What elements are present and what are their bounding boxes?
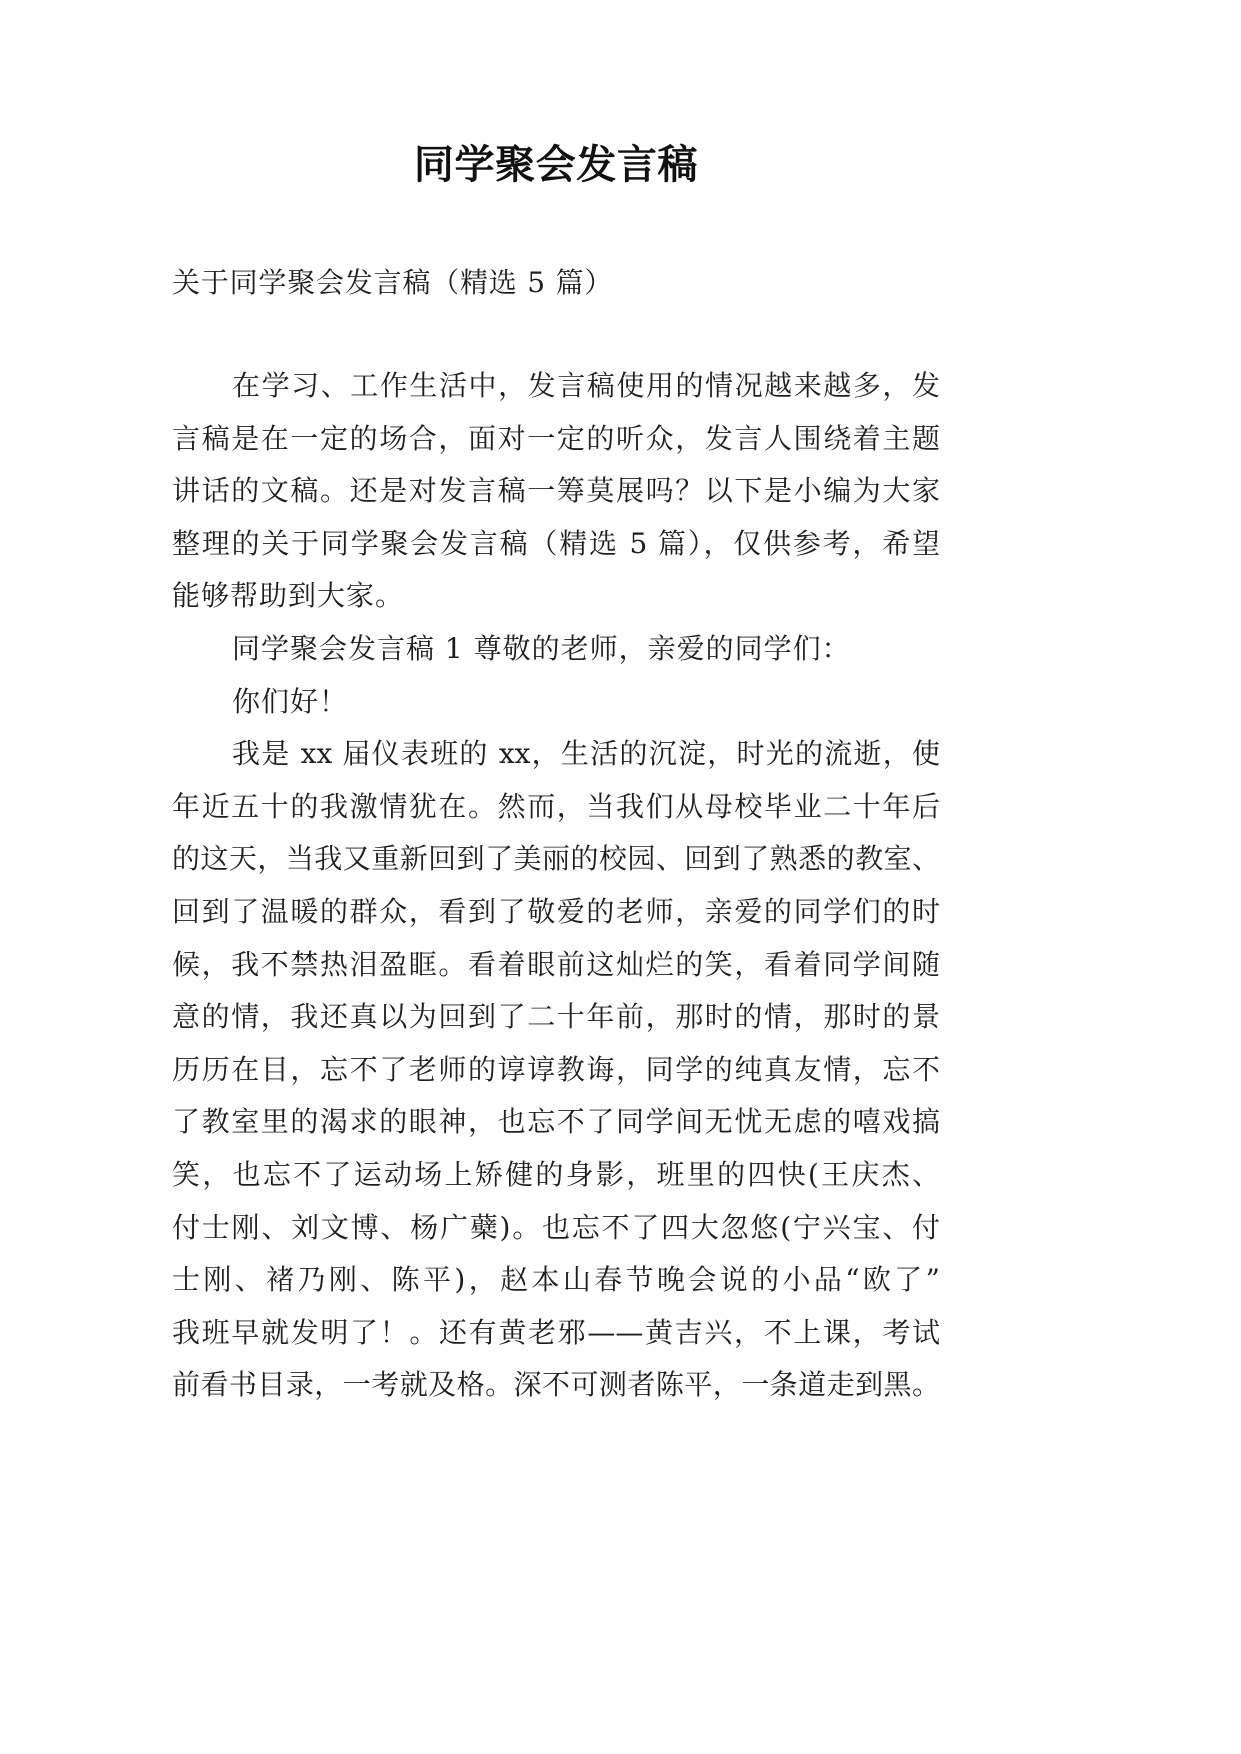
paragraph-line: 候，我不禁热泪盈眶。看着眼前这灿烂的笑，看着同学间随 [172, 947, 940, 981]
paragraph-line: 整理的关于同学聚会发言稿（精选 5 篇），仅供参考，希望 [172, 526, 940, 560]
document-title: 同学聚会发言稿 [413, 141, 699, 188]
document-body [172, 360, 940, 1412]
paragraph-speech-body [172, 728, 940, 1412]
paragraph-greeting [172, 676, 940, 729]
paragraph-intro [172, 360, 940, 623]
paragraph-line: 我是 xx 届仪表班的 xx，生活的沉淀，时光的流逝，使 [232, 737, 940, 771]
paragraph-line: 付士刚、刘文博、杨广蘗)。也忘不了四大忽悠(宁兴宝、付 [172, 1210, 940, 1244]
paragraph-line: 的这天，当我又重新回到了美丽的校园、回到了熟悉的教室、 [172, 842, 940, 876]
paragraph-line: 笑，也忘不了运动场上矫健的身影，班里的四快(王庆杰、 [172, 1157, 940, 1191]
paragraph-line: 历历在目，忘不了老师的谆谆教诲，同学的纯真友情，忘不 [172, 1052, 940, 1086]
paragraph-line: 回到了温暖的群众，看到了敬爱的老师，亲爱的同学们的时 [172, 894, 940, 928]
paragraph-line: 你们好！ [232, 684, 349, 718]
paragraph-line: 言稿是在一定的场合，面对一定的听众，发言人围绕着主题 [172, 421, 940, 455]
paragraph-line: 讲话的文稿。还是对发言稿一筹莫展吗？以下是小编为大家 [172, 474, 940, 508]
paragraph-line: 我班早就发明了！。还有黄老邪——黄吉兴，不上课，考试 [172, 1315, 940, 1349]
paragraph-line: 了教室里的渴求的眼神，也忘不了同学间无忧无虑的嘻戏搞 [172, 1105, 940, 1139]
paragraph-line: 同学聚会发言稿 1 尊敬的老师，亲爱的同学们： [232, 631, 851, 665]
paragraph-speech-heading [172, 623, 940, 676]
paragraph-line: 士刚、褚乃刚、陈平)，赵本山春节晚会说的小品“欧了” [172, 1263, 940, 1297]
document-subtitle: 关于同学聚会发言稿（精选 5 篇） [172, 266, 614, 299]
paragraph-line: 前看书目录，一考就及格。深不可测者陈平，一条道走到黑。 [172, 1368, 940, 1402]
paragraph-line: 能够帮助到大家。 [172, 579, 405, 613]
paragraph-line: 年近五十的我激情犹在。然而，当我们从母校毕业二十年后 [172, 789, 940, 823]
paragraph-line: 在学习、工作生活中，发言稿使用的情况越来越多，发 [232, 369, 940, 402]
paragraph-line: 意的情，我还真以为回到了二十年前，那时的情，那时的景 [172, 1000, 940, 1034]
